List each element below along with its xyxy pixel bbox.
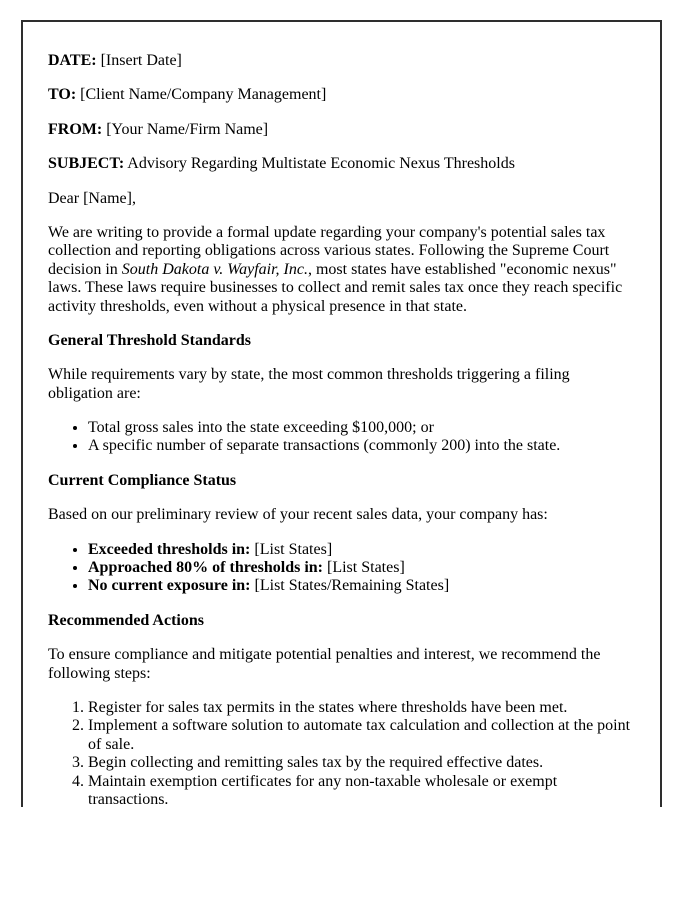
- recommended-action-item: 1. Register for sales tax permits in the states where thresholds have been met.: [88, 699, 635, 717]
- subject-line: [48, 155, 635, 173]
- intro-paragraph: [48, 224, 635, 316]
- section-heading-recommended-actions: Recommended Actions: [48, 611, 204, 629]
- intro-text-before-citation: We are writing to provide a formal update regarding your company's potential sales tax collection and reporting obligations across various states. Following the Supreme Court decision in: [48, 223, 610, 278]
- compliance-bullet-item: [88, 559, 635, 577]
- compliance-item-value: [List States]: [250, 540, 333, 558]
- subject-value: Advisory Regarding Multistate Economic Nexus Thresholds: [124, 155, 515, 173]
- salutation: Dear [Name],: [48, 189, 136, 207]
- threshold-bullet-item: • A specific number of separate transactions (commonly 200) into the state.: [88, 437, 635, 455]
- compliance-intro-paragraph: Based on our preliminary review of your recent sales data, your company has:: [48, 506, 548, 524]
- to-line: [48, 86, 635, 104]
- intro-text-after-citation: , most states have established "economic nexus" laws. These laws require businesses to collect and remit sales tax once they reach specific activity thresholds, even without a physical presence in that state.: [48, 260, 623, 315]
- section-heading-threshold-standards: General Threshold Standards: [48, 331, 252, 349]
- actions-intro-paragraph: To ensure compliance and mitigate potential penalties and interest, we recommend the following steps:: [48, 646, 601, 682]
- compliance-bullet-item: [88, 541, 635, 559]
- section-heading-compliance-status: Current Compliance Status: [48, 471, 237, 489]
- threshold-bullet-list: [48, 419, 635, 456]
- compliance-item-label: Exceeded thresholds in:: [88, 540, 251, 558]
- from-label: FROM:: [48, 120, 103, 138]
- subject-label: SUBJECT:: [48, 155, 125, 173]
- compliance-bullet-item: [88, 577, 635, 595]
- compliance-item-value: [List States]: [323, 559, 405, 577]
- threshold-bullet-item: • Total gross sales into the state exceeding $100,000; or: [88, 419, 635, 437]
- recommended-actions-list: [48, 699, 635, 807]
- threshold-intro-paragraph: While requirements vary by state, the most common thresholds triggering a filing obligation are:: [48, 366, 570, 402]
- date-value: [Insert Date]: [96, 52, 182, 69]
- recommended-action-item: 3. Begin collecting and remitting sales tax by the required effective dates.: [88, 754, 635, 772]
- recommended-action-item: 4. Maintain exemption certificates for any non-taxable wholesale or exempt transactions.: [88, 773, 635, 807]
- from-line: [48, 121, 635, 139]
- to-label: TO:: [48, 86, 77, 104]
- recommended-action-item: 2. Implement a software solution to automate tax calculation and collection at the point of sale.: [88, 717, 635, 754]
- compliance-item-label: Approached 80% of thresholds in:: [88, 559, 323, 577]
- compliance-bullet-list: [48, 541, 635, 596]
- date-label: DATE:: [48, 52, 97, 69]
- to-value: [Client Name/Company Management]: [76, 86, 327, 104]
- date-line: [48, 52, 635, 70]
- document-page: [21, 20, 662, 807]
- case-citation: South Dakota v. Wayfair, Inc.: [121, 260, 308, 278]
- from-value: [Your Name/Firm Name]: [102, 120, 269, 138]
- compliance-item-label: No current exposure in:: [88, 577, 251, 595]
- compliance-item-value: [List States/Remaining States]: [250, 577, 450, 595]
